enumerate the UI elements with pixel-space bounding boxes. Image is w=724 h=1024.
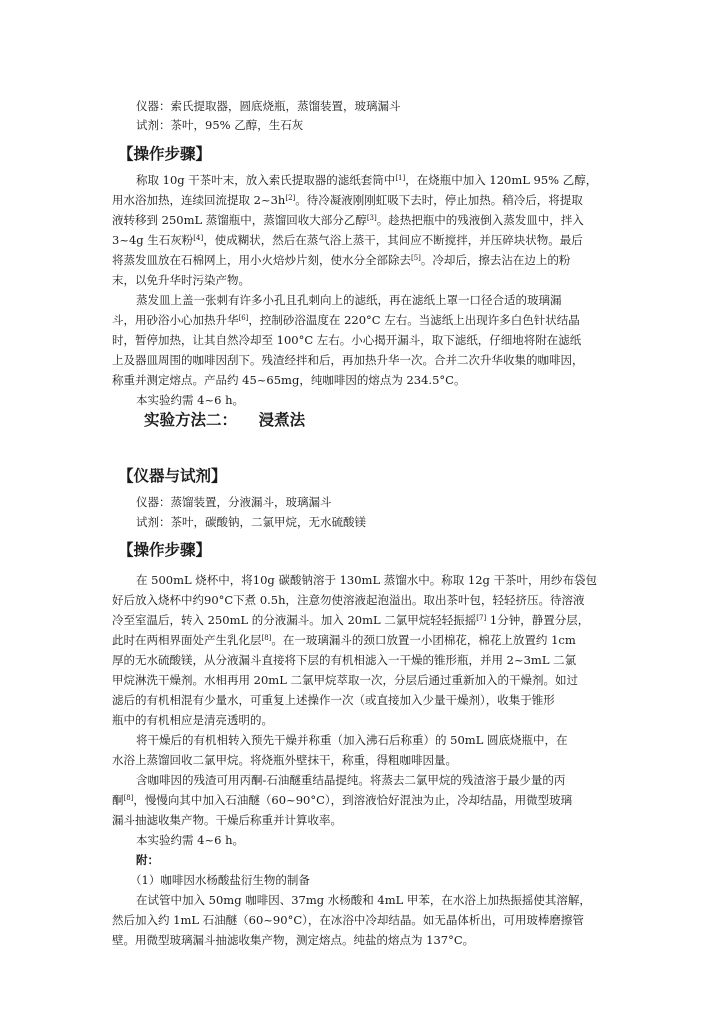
method-title: 实验方法二： 浸煮法 xyxy=(144,411,306,429)
paragraph-line: 冷至室温后，转入 250mL 的分液漏斗。加入 20mL 二氯甲烷轻轻振摇[7] 1分钟，静置分层， xyxy=(112,613,590,627)
reagents-line: 试剂：茶叶，碳酸钠，二氯甲烷，无水硫酸镁 xyxy=(136,515,366,529)
paragraph-line: 上及器皿周围的咖啡因刮下。残渣经拌和后，再加热升华一次。合并二次升华收集的咖啡因， xyxy=(112,353,584,367)
paragraph-line: 在试管中加入 50mg 咖啡因、37mg 水杨酸和 4mL 甲苯，在水浴上加热振摇使其溶解， xyxy=(136,893,591,907)
paragraph-line: 瓶中的有机相应是清亮透明的。 xyxy=(112,713,273,727)
materials-heading: 【仪器与试剂】 xyxy=(118,467,227,485)
steps-heading: 【操作步骤】 xyxy=(118,541,212,559)
paragraph-line: 水浴上蒸馏回收二氯甲烷。将烧瓶外壁抹干，称重，得粗咖啡因量。 xyxy=(112,753,457,767)
paragraph-line: 时，暂停加热，让其自然冷却至 100°C 左右。小心揭开漏斗，取下滤纸，仔细地将附在滤纸 xyxy=(112,333,582,347)
instruments-line: 仪器：蒸馏装置，分液漏斗，玻璃漏斗 xyxy=(136,495,332,509)
method-name: 浸煮法 xyxy=(258,411,306,429)
paragraph-line: 酮[8]，慢慢向其中加入石油醚（60~90°C），到溶液恰好混浊为止，冷却结晶，用微型玻璃 xyxy=(112,793,573,807)
paragraph-line: 斗，用砂浴小心加热升华[6]，控制砂浴温度在 220°C 左右。当滤纸上出现许多白色针状结晶 xyxy=(112,313,580,327)
paragraph-line: 称取 10g 干茶叶末，放入索氏提取器的滤纸套筒中[1]，在烧瓶中加入 120mL 95% 乙醇， xyxy=(136,173,598,187)
appendix-title: （1）咖啡因水杨酸盐衍生物的制备 xyxy=(130,873,310,887)
steps-heading: 【操作步骤】 xyxy=(118,145,212,163)
paragraph-line: 蒸发皿上盖一张刺有许多小孔且孔刺向上的滤纸，再在滤纸上罩一口径合适的玻璃漏 xyxy=(136,293,562,307)
paragraph-line: 然后加入约 1mL 石油醚（60~90°C），在冰浴中冷却结晶。如无晶体析出，可用玻棒磨擦管 xyxy=(112,913,584,927)
paragraph-line: 漏斗抽滤收集产物。干燥后称重并计算收率。 xyxy=(112,813,342,827)
paragraph-line: 将干燥后的有机相转入预先干燥并称重（加入沸石后称重）的 50mL 圆底烧瓶中，在 xyxy=(136,733,568,747)
paragraph-line: 好后放入烧杯中约90°C下煮 0.5h，注意勿使溶液起泡溢出。取出茶叶包，轻轻挤压。待溶液 xyxy=(112,593,585,607)
paragraph-line: 称重并测定熔点。产品约 45~65mg，纯咖啡因的熔点为 234.5°C。 xyxy=(112,373,466,387)
paragraph-line: 将蒸发皿放在石棉网上，用小火焙炒片刻，使水分全部除去[5]。冷却后，擦去沾在边上的粉 xyxy=(112,253,571,267)
paragraph-line: 用水浴加热，连续回流提取 2~3h[2]。待冷凝液刚刚虹吸下去时，停止加热。稍冷后，将提取 xyxy=(112,193,583,207)
paragraph-line: 滤后的有机相混有少量水，可重复上述操作一次（或直接加入少量干燥剂），收集于锥形 xyxy=(112,693,555,707)
paragraph-line: 壁。用微型玻璃漏斗抽滤收集产物，测定熔点。纯盐的熔点为 137°C。 xyxy=(112,933,475,947)
appendix-label: 附： xyxy=(136,853,159,867)
instruments-line: 仪器：索氏提取器，圆底烧瓶，蒸馏装置，玻璃漏斗 xyxy=(136,99,401,113)
paragraph-line: 厚的无水硫酸镁，从分液漏斗直接将下层的有机相滤入一干燥的锥形瓶，并用 2~3mL 二氯 xyxy=(112,653,577,667)
paragraph-line: 液转移到 250mL 蒸馏瓶中，蒸馏回收大部分乙醇[3]。趁热把瓶中的残液倒入蒸发皿中，拌入 xyxy=(112,213,584,227)
paragraph-line: 3~4g 生石灰粉[4]，使成糊状，然后在蒸气浴上蒸干，其间应不断搅拌，并压碎块状物。最后 xyxy=(112,233,583,247)
paragraph-line: 末，以免升华时污染产物。 xyxy=(112,273,250,287)
paragraph-line: 甲烷淋洗干燥剂。水相再用 20mL 二氯甲烷萃取一次，分层后通过重新加入的干燥剂。如过 xyxy=(112,673,578,687)
duration-line: 本实验约需 4~6 h。 xyxy=(136,833,244,847)
paragraph-line: 此时在两相界面处产生乳化层[8]。在一玻璃漏斗的颈口放置一小团棉花，棉花上放置约 1cm xyxy=(112,633,576,647)
reagents-line: 试剂：茶叶，95% 乙醇，生石灰 xyxy=(136,118,304,132)
duration-line: 本实验约需 4~6 h。 xyxy=(136,393,244,407)
paragraph-line: 含咖啡因的残渣可用丙酮-石油醚重结晶提纯。将蒸去二氯甲烷的残渣溶于最少量的丙 xyxy=(136,773,566,787)
paragraph-line: 在 500mL 烧杯中，将10g 碳酸钠溶于 130mL 蒸馏水中。称取 12g 干茶叶，用纱布袋包 xyxy=(136,573,598,587)
